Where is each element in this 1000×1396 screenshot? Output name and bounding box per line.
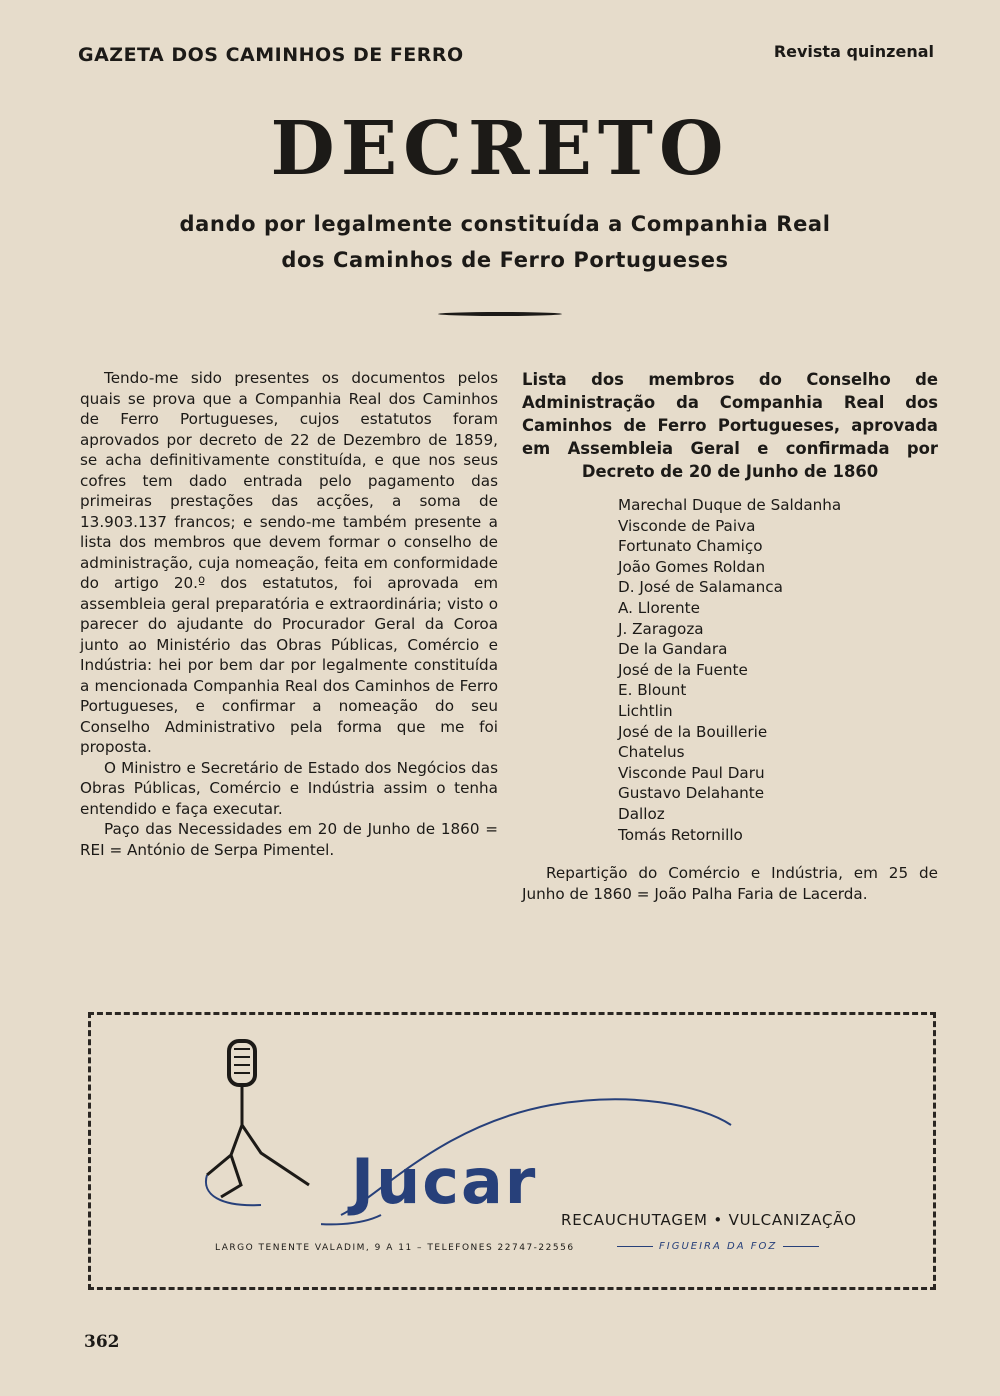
- list-item: D. José de Salamanca: [618, 578, 783, 597]
- members-list-signature: Repartição do Comércio e Indústria, em 25 de Junho de 1860 = João Palha Faria de Lacerda.: [522, 864, 938, 903]
- list-item: A. Llorente: [618, 598, 700, 617]
- subtitle-line-1: dando por legalmente constituída a Companhia Real: [179, 212, 831, 236]
- ad-services: RECAUCHUTAGEM • VULCANIZAÇÃO: [561, 1211, 857, 1229]
- members-list: [618, 495, 938, 845]
- page-number: 362: [84, 1332, 120, 1352]
- journal-frequency: Revista quinzenal: [773, 42, 934, 61]
- ornamental-rule: [438, 312, 562, 316]
- list-item: J. Zaragoza: [618, 619, 704, 638]
- page-subtitle: [100, 206, 910, 278]
- list-item: Dalloz: [618, 804, 665, 823]
- decree-signature: Paço das Necessidades em 20 de Junho de 1860 = REI = António de Serpa Pimentel.: [80, 820, 498, 859]
- list-item: Gustavo Delahante: [618, 784, 765, 803]
- list-item: Visconde de Paiva: [618, 516, 756, 535]
- tire-figure-logo: [201, 1035, 321, 1215]
- subtitle-line-2: dos Caminhos de Ferro Portugueses: [281, 248, 729, 272]
- journal-title: GAZETA DOS CAMINHOS DE FERRO: [78, 44, 464, 66]
- jucar-advertisement: [88, 1012, 936, 1290]
- ad-address: LARGO TENENTE VALADIM, 9 A 11 – TELEFONES 22747-22556: [215, 1243, 575, 1253]
- members-column: [522, 368, 938, 904]
- list-item: Visconde Paul Daru: [618, 763, 765, 782]
- list-item: Fortunato Chamiço: [618, 537, 763, 556]
- list-item: Chatelus: [618, 743, 685, 762]
- list-item: João Gomes Roldan: [618, 557, 766, 576]
- ad-brand-name: Jucar: [351, 1145, 538, 1218]
- decree-paragraph: Tendo-me sido presentes os documentos pelos quais se prova que a Companhia Real dos Caminhos de Ferro Portugueses, cujos estatutos foram aprovados por decreto de 22 de Dezembro de 1859, se acha definitivamente constituída, e que nos seus cofres tem dado entrada pelo pagamento das primeiras prestações das acções, a soma de 13.903.137 francos; e sendo-me também presente a lista dos membros que devem formar o conselho de administração, cuja nomeação, feita em conformidade do artigo 20.º dos estatutos, foi aprovada em assembleia geral preparatória e extraordinária; visto o parecer do ajudante do Procurador Geral da Coroa junto ao Ministério das Obras Públicas, Comércio e Indústria: hei por bem dar por legalmente constituída a mencionada Companhia Real dos Caminhos de Ferro Portugueses, e confirmar a nomeação do seu Conselho Administrativo pela forma que me foi proposta.: [80, 369, 498, 756]
- list-item: José de la Bouillerie: [618, 722, 768, 741]
- members-list-heading: Lista dos membros do Conselho de Administração da Companhia Real dos Caminhos de Ferro Portugueses, aprovada em Assembleia Geral e confirmada por Decreto de 20 de Junho de 1860: [522, 370, 938, 481]
- ad-city: FIGUEIRA DA FOZ: [611, 1241, 825, 1252]
- list-item: José de la Fuente: [618, 660, 748, 679]
- list-item: E. Blount: [618, 681, 687, 700]
- list-item: De la Gandara: [618, 640, 728, 659]
- page-title: DECRETO: [270, 106, 730, 192]
- list-item: Lichtlin: [618, 701, 673, 720]
- decree-paragraph: O Ministro e Secretário de Estado dos Negócios das Obras Públicas, Comércio e Indústria assim o tenha entendido e faça executar.: [80, 758, 498, 818]
- list-item: Tomás Retornillo: [618, 825, 743, 844]
- decree-text-column: [80, 368, 498, 860]
- list-item: Marechal Duque de Saldanha: [618, 496, 842, 514]
